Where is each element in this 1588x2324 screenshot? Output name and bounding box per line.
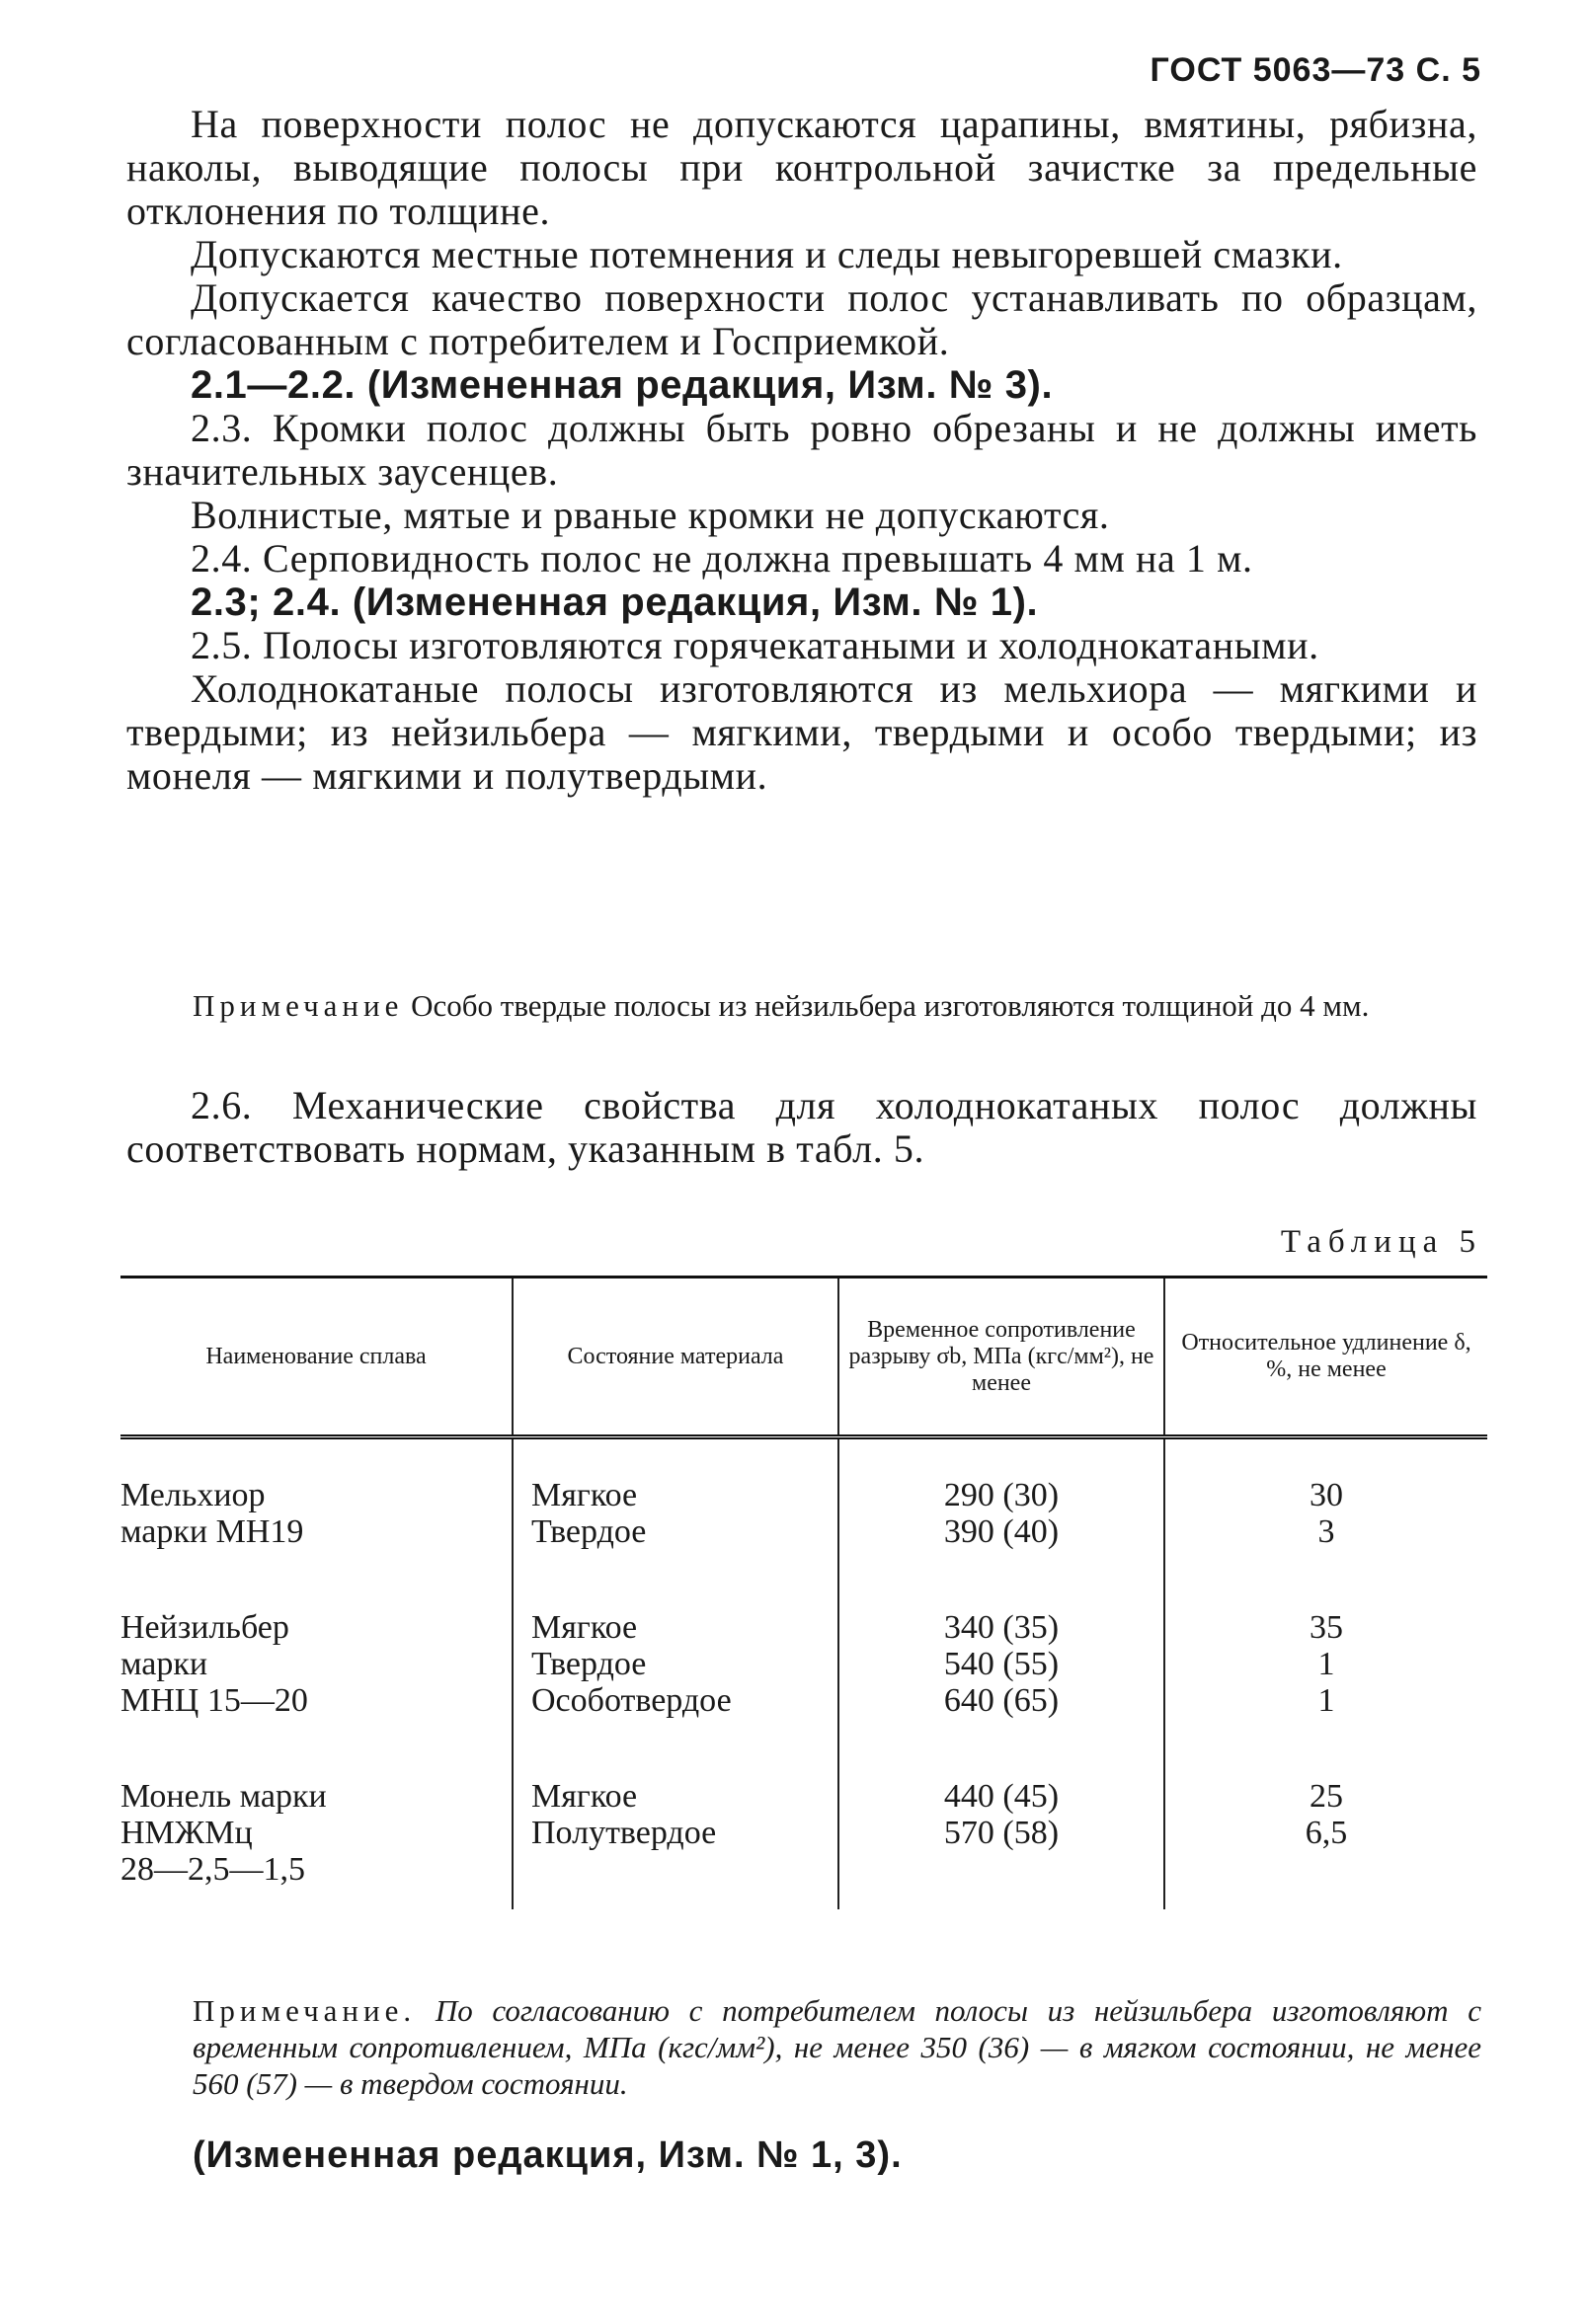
table-caption: Таблица 5 [1280, 1224, 1482, 1260]
paragraph-darkening: Допускаются местные потемнения и следы невыгоревшей смазки. [191, 232, 1343, 276]
mechanical-properties-table [120, 1276, 1487, 1909]
cell-text: Особотвердое [531, 1682, 732, 1719]
cell-text: 30 [1310, 1477, 1343, 1513]
header-state: Состояние материала [513, 1278, 838, 1437]
cell-strength [838, 1741, 1164, 1909]
note-text: Особо твердые полосы из нейзильбера изготовляются толщиной до 4 мм. [403, 988, 1370, 1023]
table-row [120, 1741, 1487, 1909]
cell-text: Мельхиор [120, 1477, 266, 1513]
body-text-top [126, 103, 1477, 798]
cell-text: 390 (40) [943, 1513, 1060, 1550]
cell-text: Нейзильбер [120, 1609, 289, 1646]
amendment-note-1: 2.3; 2.4. (Измененная редакция, Изм. № 1). [191, 581, 1039, 624]
cell-alloy [120, 1437, 513, 1573]
paragraph-2-6: 2.6. Механические свойства для холоднокатаных полос должны соответствовать нормам, указанным в табл. 5. [126, 1083, 1477, 1171]
cell-text: 6,5 [1305, 1815, 1348, 1851]
cell-alloy [120, 1741, 513, 1909]
cell-text: 35 [1310, 1609, 1343, 1646]
cell-text: Мягкое [531, 1609, 638, 1646]
cell-text: 25 [1310, 1778, 1343, 1815]
cell-text: 340 (35) [943, 1609, 1060, 1646]
cell-text: марки [120, 1646, 208, 1682]
cell-text: 28—2,5—1,5 [120, 1851, 305, 1888]
paragraph-2-3: 2.3. Кромки полос должны быть ровно обрезаны и не должны иметь значительных заусенцев. [126, 406, 1477, 494]
cell-elongation [1164, 1741, 1487, 1909]
cell-text: 540 (55) [943, 1646, 1060, 1682]
note-label: Примечание [193, 988, 404, 1023]
cell-text: 570 (58) [943, 1815, 1060, 1851]
note-text: По согласованию с потребителем полосы из нейзильбера изготовляют с временным сопротивлением, МПа (кгс/мм²), не менее 350 (36) — в мягком состоянии, не менее 560 (57) — в твердом состоянии. [193, 1993, 1481, 2101]
table-row [120, 1437, 1487, 1573]
note-thickness [193, 987, 1476, 1024]
cell-strength [838, 1437, 1164, 1573]
table-row [120, 1572, 1487, 1741]
note-label: Примечание. [193, 1993, 417, 2028]
cell-text: Твердое [531, 1513, 647, 1550]
paragraph-cold-rolled: Холоднокатаные полосы изготовляются из мельхиора — мягкими и твердыми; из нейзильбера — мягкими, твердыми и особо твердыми; из монеля — мягкими и полутвердыми. [126, 666, 1477, 798]
cell-state [513, 1741, 838, 1909]
cell-text: 440 (45) [943, 1778, 1060, 1815]
cell-text: Мягкое [531, 1778, 638, 1815]
cell-text: Полутвердое [531, 1815, 717, 1851]
header-alloy: Наименование сплава [120, 1278, 513, 1437]
paragraph-samples: Допускается качество поверхности полос устанавливать по образцам, согласованным с потребителем и Госприемкой. [126, 275, 1477, 363]
cell-state [513, 1437, 838, 1573]
cell-text: марки МН19 [120, 1513, 304, 1550]
table-header-row [120, 1278, 1487, 1437]
paragraph-2-5: 2.5. Полосы изготовляются горячекатаными и холоднокатаными. [191, 623, 1319, 667]
cell-elongation [1164, 1572, 1487, 1741]
cell-text: Монель марки [120, 1778, 327, 1815]
header-elongation: Относительное удлинение δ, %, не менее [1164, 1278, 1487, 1437]
cell-strength [838, 1572, 1164, 1741]
paragraph-defects: На поверхности полос не допускаются царапины, вмятины, рябизна, наколы, выводящие полосы при контрольной зачистке за предельные отклонения по толщине. [126, 102, 1477, 233]
cell-text: НМЖМц [120, 1815, 253, 1851]
cell-text: МНЦ 15—20 [120, 1682, 308, 1719]
cell-text: 3 [1317, 1513, 1335, 1550]
page-header: ГОСТ 5063—73 С. 5 [1150, 51, 1481, 89]
cell-text: Твердое [531, 1646, 647, 1682]
note-agreement [193, 1992, 1481, 2102]
amendment-note-1-3: (Измененная редакция, Изм. № 1, 3). [193, 2134, 903, 2176]
cell-text: 1 [1317, 1682, 1335, 1719]
cell-text: 1 [1317, 1646, 1335, 1682]
cell-state [513, 1572, 838, 1741]
cell-text: Мягкое [531, 1477, 638, 1513]
amendment-note-3: 2.1—2.2. (Измененная редакция, Изм. № 3). [191, 363, 1054, 407]
cell-text: 290 (30) [943, 1477, 1060, 1513]
header-strength: Временное сопротивление разрыву σb, МПа (кгс/мм²), не менее [838, 1278, 1164, 1437]
cell-elongation [1164, 1437, 1487, 1573]
cell-text: 640 (65) [943, 1682, 1060, 1719]
body-text-2-6 [126, 1084, 1477, 1171]
paragraph-waves: Волнистые, мятые и рваные кромки не допускаются. [191, 493, 1110, 537]
paragraph-2-4: 2.4. Серповидность полос не должна превышать 4 мм на 1 м. [191, 536, 1253, 581]
cell-alloy [120, 1572, 513, 1741]
